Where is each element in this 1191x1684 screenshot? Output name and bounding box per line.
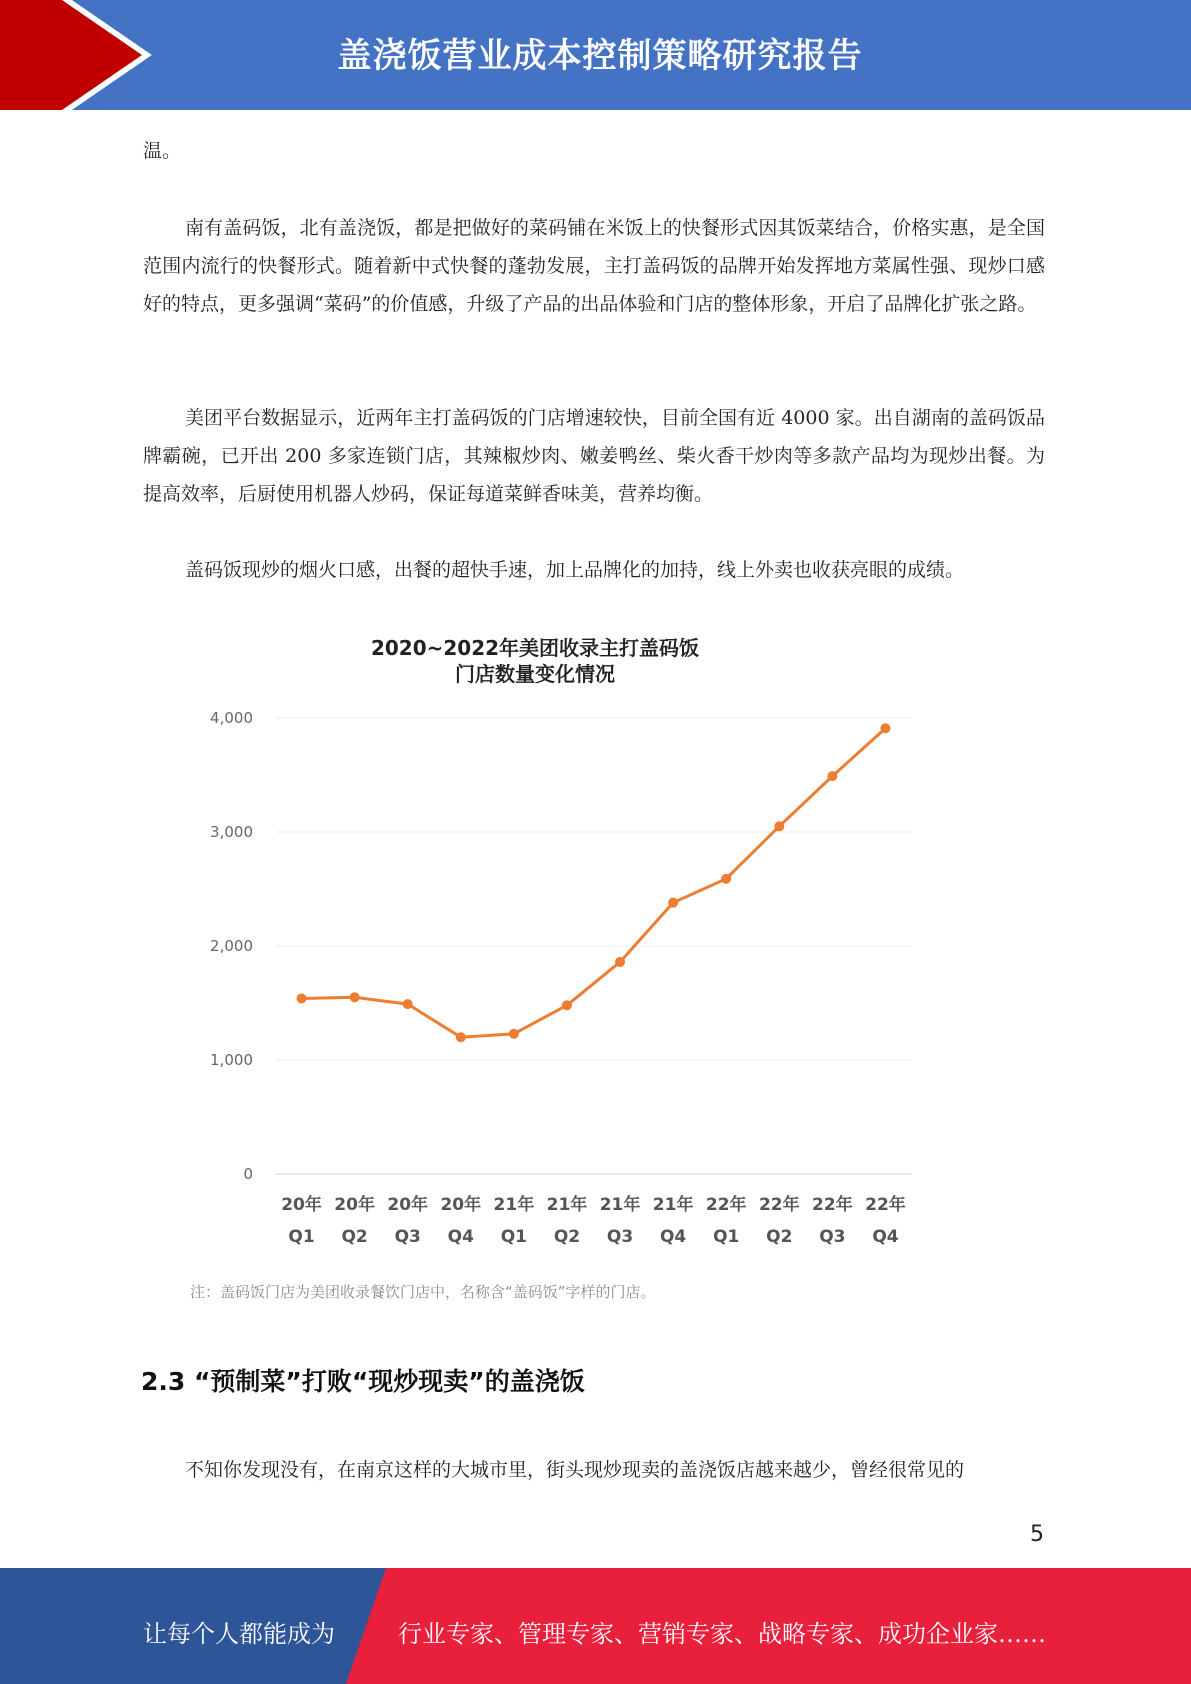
y-tick-label: 4,000: [210, 709, 253, 727]
page-number: 5: [1030, 1522, 1044, 1547]
x-tick-label-year: 22年: [865, 1195, 906, 1215]
data-point: [721, 874, 731, 884]
footer-slogan-right: 行业专家、管理专家、营销专家、战略专家、成功企业家……: [398, 1620, 1046, 1648]
x-tick-label-quarter: Q1: [288, 1227, 315, 1247]
x-tick-label-quarter: Q4: [659, 1227, 687, 1247]
paragraph-continuation: 温。: [143, 140, 182, 162]
paragraph-nanjing: 不知你发现没有，在南京这样的大城市里，街头现炒现卖的盖浇饭店越来越少，曾经很常见的: [185, 1459, 965, 1481]
data-point: [668, 898, 678, 908]
chart-title-line: 2020~2022年美团收录主打盖码饭: [370, 636, 700, 660]
section-heading-2-3: 2.3 “预制菜”打败“现炒现卖”的盖浇饭: [141, 1367, 585, 1396]
y-tick-label: 1,000: [210, 1051, 253, 1069]
data-point: [350, 992, 360, 1002]
x-tick-label-quarter: Q2: [341, 1227, 368, 1247]
x-tick-label-quarter: Q2: [553, 1227, 581, 1247]
x-tick-label-quarter: Q1: [713, 1227, 740, 1247]
data-point: [456, 1032, 466, 1042]
y-tick-label: 0: [243, 1165, 253, 1183]
paragraph-meituan-data: 美团平台数据显示，近两年主打盖码饭的门店增速较快，目前全国有近 4000 家。出自湖南的盖码饭品牌霸碗，已开出 200 多家连锁门店，其辣椒炒肉、嫩姜鸭丝、柴火香干炒肉等多款产品均为现炒出餐。为提高效率，后厨使用机器人炒码，保证每道菜鲜香味美，营养均衡。: [143, 407, 1045, 505]
data-point: [615, 957, 625, 967]
data-point: [827, 771, 837, 781]
chart-title-line: 门店数量变化情况: [455, 662, 615, 686]
x-tick-label-year: 21年: [599, 1195, 641, 1215]
chart-note: 注：盖码饭门店为美团收录餐饮门店中，名称含“盖码饭”字样的门店。: [190, 1283, 656, 1301]
data-point: [562, 1000, 572, 1010]
data-point: [403, 999, 413, 1009]
x-tick-label-year: 21年: [652, 1195, 694, 1215]
x-tick-label-quarter: Q3: [606, 1227, 634, 1247]
x-tick-label-quarter: Q4: [447, 1227, 474, 1247]
data-point: [774, 821, 784, 831]
paragraph-delivery: 盖码饭现炒的烟火口感，出餐的超快手速，加上品牌化的加持，线上外卖也收获亮眼的成绩。: [185, 559, 965, 581]
page-header: [0, 0, 1191, 110]
report-title: 盖浇饭营业成本控制策略研究报告: [337, 36, 863, 76]
x-tick-label-year: 20年: [440, 1195, 482, 1215]
x-tick-label-year: 21年: [546, 1195, 588, 1215]
paragraph-gaimafan-intro: 南有盖码饭，北有盖浇饭，都是把做好的菜码铺在米饭上的快餐形式因其饭菜结合，价格实惠，是全国范围内流行的快餐形式。随着新中式快餐的蓬勃发展，主打盖码饭的品牌开始发挥地方菜属性强、现炒口感好的特点，更多强调“菜码”的价值感，升级了产品的出品体验和门店的整体形象，开启了品牌化扩张之路。: [143, 217, 1045, 315]
x-tick-label-quarter: Q2: [766, 1227, 793, 1247]
x-tick-label-quarter: Q1: [500, 1227, 528, 1247]
data-point: [509, 1029, 519, 1039]
x-tick-label-quarter: Q4: [872, 1227, 899, 1247]
x-tick-label-year: 20年: [334, 1195, 375, 1215]
x-tick-label-year: 22年: [705, 1195, 747, 1215]
x-tick-label-quarter: Q3: [819, 1227, 846, 1247]
x-tick-label-year: 22年: [758, 1195, 800, 1215]
y-tick-label: 2,000: [210, 937, 253, 955]
data-point: [880, 723, 890, 733]
x-tick-label-quarter: Q3: [394, 1227, 421, 1247]
chart-canvas: [180, 630, 940, 1270]
footer-slogan-left: 让每个人都能成为: [143, 1620, 335, 1648]
x-tick-label-year: 22年: [812, 1195, 853, 1215]
data-point: [297, 993, 307, 1003]
x-tick-label-year: 21年: [493, 1195, 535, 1215]
store-count-line-chart: [180, 630, 940, 1310]
x-tick-label-year: 20年: [281, 1195, 322, 1215]
page-footer: [0, 1568, 1191, 1684]
y-tick-label: 3,000: [210, 823, 253, 841]
series-line: [302, 728, 886, 1037]
x-tick-label-year: 20年: [387, 1195, 429, 1215]
